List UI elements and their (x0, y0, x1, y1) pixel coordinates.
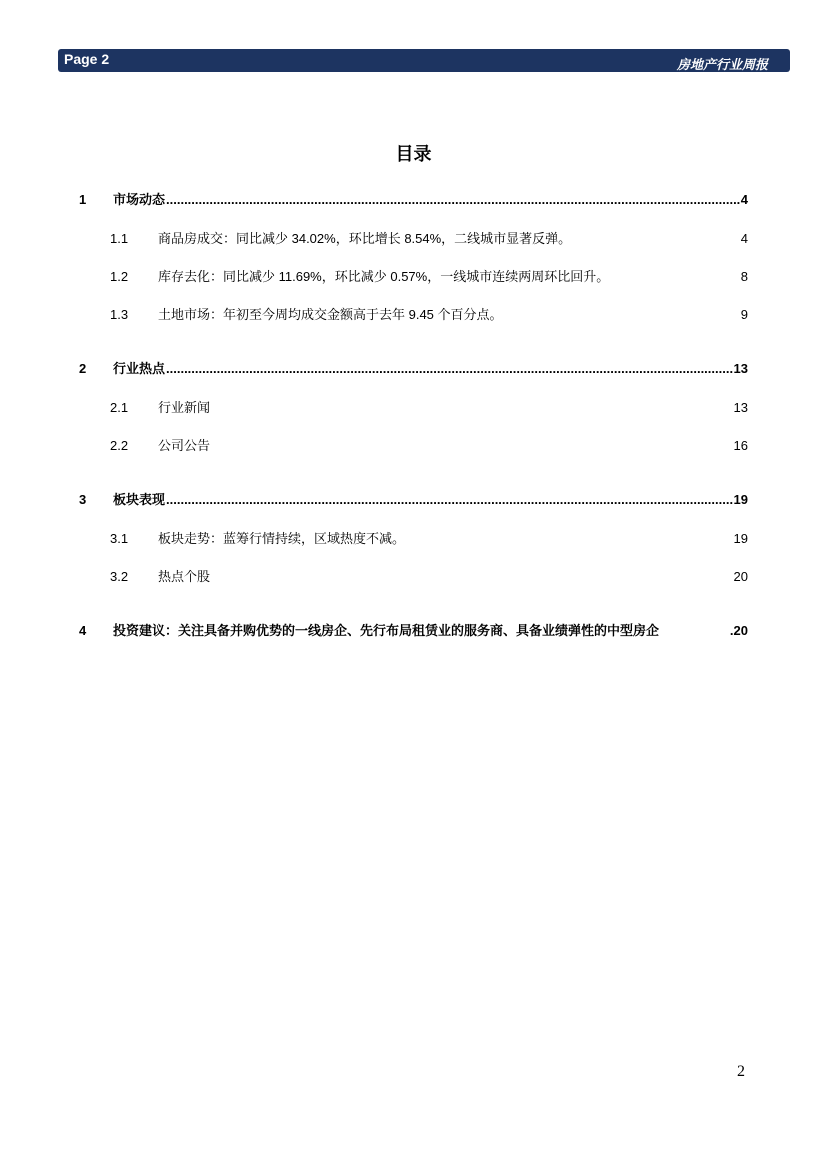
toc-entry-text: 土地市场：年初至今周均成交金额高于去年 9.45 个百分点。 (158, 307, 503, 322)
toc-entry-number: 3.1 (110, 531, 129, 546)
toc-entry-text: 商品房成交：同比减少 34.02%，环比增长 8.54%，二线城市显著反弹。 (158, 231, 572, 246)
toc-entry-number: 3.2 (110, 569, 129, 584)
footer-page-number: 2 (737, 1063, 745, 1080)
toc-entry-number: 2.1 (110, 400, 129, 415)
toc-entry-4[interactable] (79, 620, 748, 639)
toc-entry-page: 4 (740, 231, 748, 246)
toc-entry-page: .20 (729, 623, 748, 638)
toc-entry-number: 1.2 (110, 269, 129, 284)
toc-entry-page: 20 (733, 569, 748, 584)
toc-entry-1-3[interactable] (110, 304, 748, 323)
toc-entry-text: 热点个股 (158, 569, 211, 584)
toc-entry-number: 4 (79, 623, 87, 638)
toc-entry-number: 3 (79, 492, 87, 507)
toc-title: 目录 (395, 144, 432, 164)
toc-leader-dots (166, 492, 733, 507)
toc-entry-page: 13 (733, 400, 748, 415)
toc-entry-1-2[interactable] (110, 266, 748, 285)
toc-entry-text: 投资建议：关注具备并购优势的一线房企、先行布局租赁业的服务商、具备业绩弹性的中型房企 (113, 623, 660, 638)
toc-leader-dots (166, 361, 733, 376)
toc-entry-number: 2.2 (110, 438, 129, 453)
toc-entry-number: 1.1 (110, 231, 129, 246)
toc-entry-text: 板块表现 (113, 492, 166, 507)
toc-entry-text: 行业新闻 (158, 400, 211, 415)
toc-entry-text: 市场动态 (113, 192, 166, 207)
toc-entry-2-1[interactable] (110, 397, 748, 416)
toc-entry-page: 4 (740, 192, 748, 207)
toc-entry-page: 8 (740, 269, 748, 284)
toc-entry-text: 行业热点 (113, 361, 166, 376)
header-report-title: 房地产行业周报 (676, 57, 768, 72)
toc-entry-page: 13 (733, 361, 748, 376)
toc-entry-page: 19 (733, 531, 748, 546)
toc-entry-text: 板块走势：蓝筹行情持续，区域热度不减。 (158, 531, 406, 546)
toc-entry-text: 公司公告 (158, 438, 211, 453)
toc-entry-3[interactable] (79, 489, 748, 508)
toc-entry-3-1[interactable] (110, 528, 748, 547)
toc-entry-number: 1.3 (110, 307, 129, 322)
toc-entry-number: 1 (79, 192, 87, 207)
toc-entry-2[interactable] (79, 358, 748, 377)
toc-entry-3-2[interactable] (110, 566, 748, 585)
toc-entry-number: 2 (79, 361, 87, 376)
page-header-bar (58, 49, 790, 72)
toc-entry-page: 16 (733, 438, 748, 453)
toc-entry-page: 19 (733, 492, 748, 507)
header-page-label: Page 2 (64, 51, 110, 67)
toc-entry-1[interactable] (79, 189, 748, 208)
toc-entry-1-1[interactable] (110, 228, 748, 247)
toc-entry-text: 库存去化：同比减少 11.69%，环比减少 0.57%，一线城市连续两周环比回升。 (158, 269, 610, 284)
toc-entry-2-2[interactable] (110, 435, 748, 454)
toc-leader-dots (166, 192, 740, 207)
toc-entry-page: 9 (740, 307, 748, 322)
